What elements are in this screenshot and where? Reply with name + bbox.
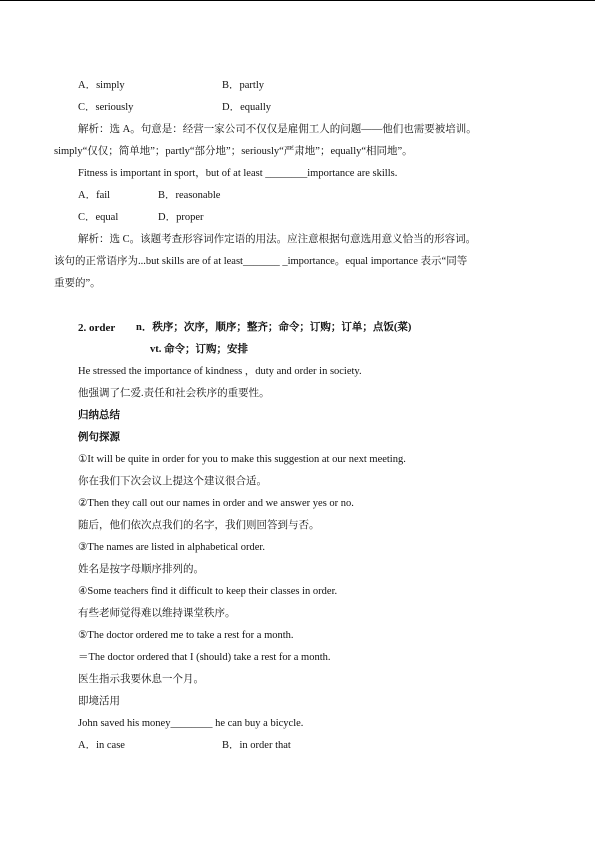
q1-option-b: B．partly bbox=[222, 80, 264, 91]
summary-heading: 归纳总结 bbox=[78, 410, 120, 421]
practice-stem: John saved his money________ he can buy a bicycle. bbox=[78, 718, 304, 729]
practice-option-a: A．in case bbox=[78, 740, 125, 751]
sentence-2-cn: 随后，他们依次点我们的名字，我们则回答到与否。 bbox=[78, 520, 320, 531]
source-heading: 例句探源 bbox=[78, 432, 120, 443]
practice-option-b: B．in order that bbox=[222, 740, 291, 751]
page-top-border bbox=[0, 0, 595, 1]
entry-example-cn: 他强调了仁爱.责任和社会秩序的重要性。 bbox=[78, 388, 270, 399]
entry-verb-definition: vt. 命令；订购；安排 bbox=[150, 344, 248, 355]
q2-option-c: C．equal bbox=[78, 212, 119, 223]
q1-option-c: C．seriously bbox=[78, 102, 134, 113]
q1-analysis-line1: 解析：选 A。句意是：经营一家公司不仅仅是雇佣工人的问题——他们也需要被培训。 bbox=[78, 124, 477, 135]
entry-noun-definition: n．秩序；次序，顺序；整齐；命令；订购；订单；点饭(菜) bbox=[136, 322, 412, 333]
sentence-5-cn: 医生指示我要休息一个月。 bbox=[78, 674, 204, 685]
sentence-4-en: ④Some teachers find it difficult to keep their classes in order. bbox=[78, 586, 338, 597]
q1-option-d: D．equally bbox=[222, 102, 271, 113]
sentence-2-en: ②Then they call out our names in order and we answer yes or no. bbox=[78, 498, 354, 509]
entry-word: 2. order bbox=[78, 322, 116, 334]
sentence-3-cn: 姓名是按字母顺序排列的。 bbox=[78, 564, 204, 575]
sentence-1-en: ①It will be quite in order for you to make this suggestion at our next meeting. bbox=[78, 454, 406, 465]
q2-option-d: D．proper bbox=[158, 212, 204, 223]
q1-option-a: A．simply bbox=[78, 80, 125, 91]
q1-analysis-line2: simply“仅仅；简单地”；partly“部分地”；seriously“严肃地”；equally“相同地”。 bbox=[54, 146, 413, 157]
q2-stem: Fitness is important in sport，but of at least ________importance are skills. bbox=[78, 168, 398, 179]
sentence-5-en: ⑤The doctor ordered me to take a rest for a month. bbox=[78, 630, 294, 641]
entry-example-en: He stressed the importance of kindness ，duty and order in society. bbox=[78, 366, 362, 377]
sentence-3-en: ③The names are listed in alphabetical order. bbox=[78, 542, 265, 553]
q2-option-b: B．reasonable bbox=[158, 190, 221, 201]
sentence-4-cn: 有些老师觉得难以维持课堂秩序。 bbox=[78, 608, 236, 619]
q2-option-a: A．fail bbox=[78, 190, 111, 201]
q2-analysis-line3: 重要的”。 bbox=[54, 278, 101, 289]
q2-analysis-line2: 该句的正常语序为...but skills are of at least_______ _importance。equal importance 表示“同等 bbox=[54, 256, 468, 267]
q2-analysis-line1: 解析：选 C。该题考查形容词作定语的用法。应注意根据句意选用意义恰当的形容词。 bbox=[78, 234, 477, 245]
sentence-5-en-alt: ＝The doctor ordered that I (should) take a rest for a month. bbox=[78, 652, 331, 663]
practice-heading: 即境活用 bbox=[78, 696, 120, 707]
sentence-1-cn: 你在我们下次会议上提这个建议很合适。 bbox=[78, 476, 267, 487]
